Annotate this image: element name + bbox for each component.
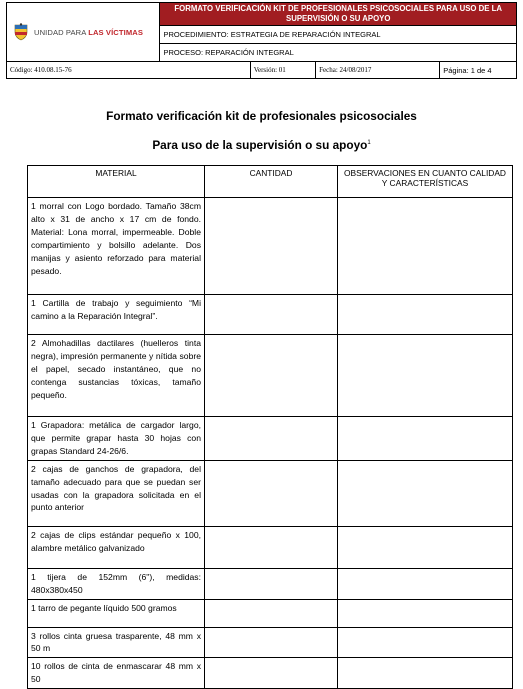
- logo-cell: [7, 3, 160, 62]
- material-cell: 1 Grapadora: metálica de cargador largo, que permite grapar hasta 30 hojas con grapas Standard 24-26/6.: [28, 417, 205, 461]
- cantidad-cell[interactable]: [205, 335, 338, 417]
- material-cell: 1 tijera de 152mm (6"), medidas: 480x380x450: [28, 568, 205, 599]
- material-cell: 10 rollos de cinta de enmascarar 48 mm x 50: [28, 658, 205, 689]
- form-title: FORMATO VERIFICACIÓN KIT DE PROFESIONALES PSICOSOCIALES PARA USO DE LA SUPERVISIÓN O SU APOYO: [160, 3, 517, 26]
- observaciones-cell[interactable]: [338, 568, 513, 599]
- proceso-label: PROCESO: REPARACIÓN INTEGRAL: [160, 44, 517, 62]
- observaciones-cell[interactable]: [338, 658, 513, 689]
- cantidad-cell[interactable]: [205, 417, 338, 461]
- materials-table: [27, 165, 513, 689]
- version-label: Versión: 01: [250, 62, 315, 79]
- column-header-material: MATERIAL: [28, 166, 205, 198]
- document-title: Formato verificación kit de profesionales psicosociales: [106, 109, 417, 123]
- material-cell: 3 rollos cinta gruesa trasparente, 48 mm x 50 m: [28, 627, 205, 658]
- material-cell: 2 cajas de clips estándar pequeño x 100, alambre metálico galvanizado: [28, 526, 205, 568]
- fecha-label: Fecha: 24/08/2017: [316, 62, 440, 79]
- cantidad-cell[interactable]: [205, 198, 338, 295]
- cantidad-cell[interactable]: [205, 627, 338, 658]
- material-cell: 1 Cartilla de trabajo y seguimiento “Mi camino a la Reparación Integral”.: [28, 295, 205, 335]
- observaciones-cell[interactable]: [338, 295, 513, 335]
- observaciones-cell[interactable]: [338, 198, 513, 295]
- table-row: [28, 460, 513, 526]
- material-cell: 2 cajas de ganchos de grapadora, del tamaño adecuado para que se puedan ser usadas con la grapadora solicitada en el punto anterior: [28, 460, 205, 526]
- observaciones-cell[interactable]: [338, 417, 513, 461]
- material-cell: 2 Almohadillas dactilares (huelleros tinta negra), impresión permanente y nítida sobre el papel, secado instantáneo, que no contenga sustancias tóxicas, tamaño pequeño.: [28, 335, 205, 417]
- cantidad-cell[interactable]: [205, 568, 338, 599]
- codigo-label: Código: 410.08.15-76: [7, 62, 251, 79]
- observaciones-cell[interactable]: [338, 460, 513, 526]
- observaciones-cell[interactable]: [338, 627, 513, 658]
- observaciones-cell[interactable]: [338, 335, 513, 417]
- column-header-observaciones: OBSERVACIONES EN CUANTO CALIDAD Y CARACTERÍSTICAS: [338, 166, 513, 198]
- observaciones-cell[interactable]: [338, 599, 513, 627]
- table-row: [28, 627, 513, 658]
- table-row: [28, 335, 513, 417]
- document-subtitle: Para uso de la supervisión o su apoyo$^1$: [152, 138, 371, 152]
- column-header-cantidad: CANTIDAD: [205, 166, 338, 198]
- footnote-marker: 1: [367, 140, 371, 147]
- cantidad-cell[interactable]: [205, 599, 338, 627]
- material-cell: 1 tarro de pegante líquido 500 gramos: [28, 599, 205, 627]
- logo-text: UNIDAD PARA LAS VÍCTIMAS: [34, 27, 144, 37]
- cantidad-cell[interactable]: [205, 295, 338, 335]
- observaciones-cell[interactable]: [338, 526, 513, 568]
- table-row: [28, 526, 513, 568]
- table-row: [28, 295, 513, 335]
- cantidad-cell[interactable]: [205, 658, 338, 689]
- table-row: [28, 599, 513, 627]
- coat-of-arms-icon: [13, 23, 29, 41]
- table-row: [28, 198, 513, 295]
- cantidad-cell[interactable]: [205, 460, 338, 526]
- material-cell: 1 morral con Logo bordado. Tamaño 38cm alto x 31 de ancho x 17 cm de fondo. Material: Lona morral, impermeable. Doble compartimiento y bolsillo adelante. Dos manijas y asiento reforzado para material pesado.: [28, 198, 205, 295]
- cantidad-cell[interactable]: [205, 526, 338, 568]
- procedimiento-label: PROCEDIMIENTO: ESTRATEGIA DE REPARACIÓN INTEGRAL: [160, 26, 517, 44]
- table-row: [28, 658, 513, 689]
- page-number: Página: 1 de 4: [440, 62, 517, 79]
- document-header: [6, 2, 517, 79]
- table-row: [28, 568, 513, 599]
- table-row: [28, 417, 513, 461]
